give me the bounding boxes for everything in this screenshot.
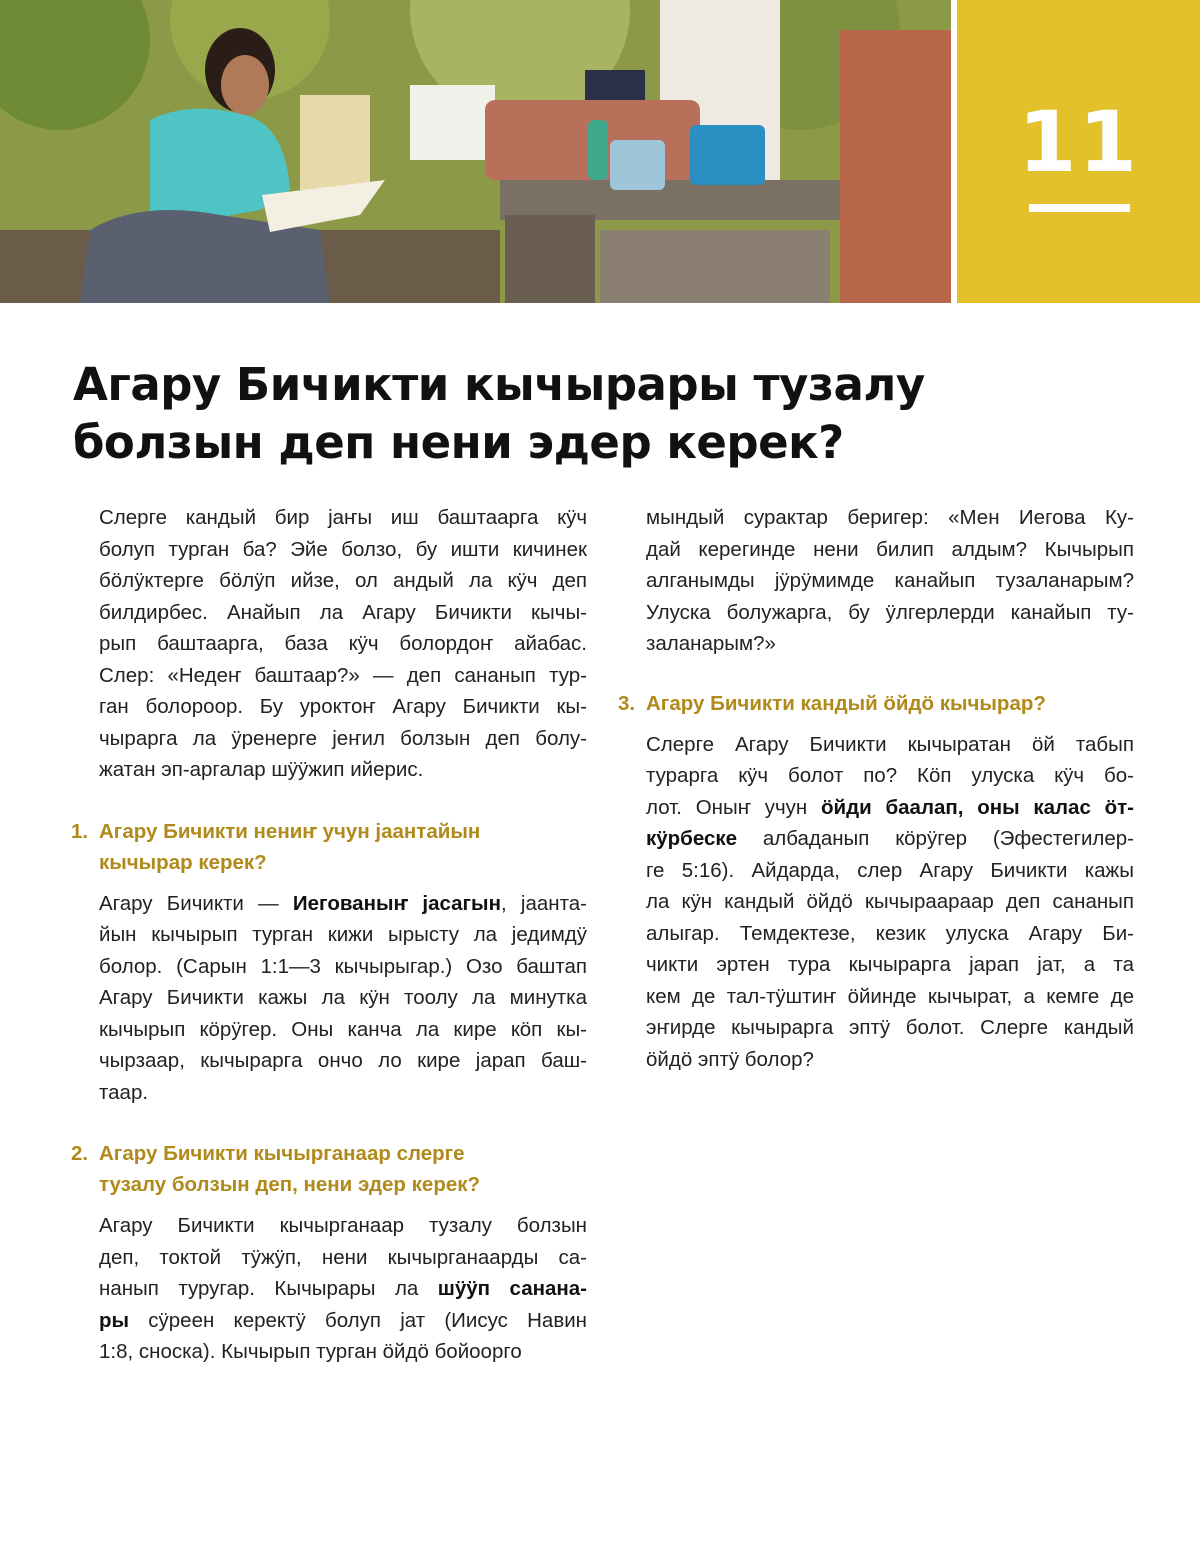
bold-phrase: Иегованыҥ јасагын [292, 891, 501, 915]
text-line: чыраргa ла ӱренерге јеҥил болзын деп болу- [99, 726, 587, 750]
text-line: жатан эп-аргалар шӱӱжип ийерис. [99, 758, 424, 781]
text-line: кем де тал-тӱштиҥ ӧйинде кычырат, а кемге де [646, 984, 1134, 1008]
text-line: Слерге Агару Бичикти кычыратан ӧй табып [646, 732, 1134, 756]
hero-photo [0, 0, 951, 303]
section-body [99, 1210, 587, 1368]
section-question [71, 816, 587, 878]
text-line: алыгар. Темдектезе, кезик улуска Агару Би- [646, 921, 1134, 945]
text-line: Агару Бичикти кычырганаар тузалу болзын [99, 1214, 587, 1237]
section-3 [618, 688, 1134, 1076]
question-line: кычырар керек? [99, 850, 267, 874]
intro-paragraph [99, 502, 587, 786]
text-line: кӱрбеске албаданып кӧрӱгер (Эфестегилер- [646, 827, 1134, 850]
bold-phrase: кӱрбеске [646, 827, 738, 850]
chapter-number: 11 [1018, 93, 1139, 191]
text-line: болор. (Сарын 1:1—3 кычырыгар.) Озо баштап [99, 954, 587, 978]
text-line: рып баштаарга, база кӱч болордоҥ айабас. [99, 632, 587, 655]
text-line: билдирбес. Анайып ла Агару Бичикти кычы- [99, 600, 587, 624]
page-title [73, 356, 1133, 472]
section-2 [71, 1138, 587, 1368]
question-line: Агару Бичикти кандый ӧйдӧ кычырар? [646, 691, 1046, 715]
left-column [71, 502, 587, 1368]
section-number: 1. [71, 819, 89, 843]
text-line: лот. Оныҥ учун ӧйди баалап, оны калас ӧт- [646, 795, 1134, 819]
text-line: ге 5:16). Айдарда, слер Агару Бичикти кажы [646, 858, 1134, 882]
right-column [618, 502, 1134, 1075]
text-line: турарга кӱч болот по? Кӧп улуска кӱч бо- [646, 764, 1134, 787]
text-line: 1:8, сноска). Кычырып турган ӧйдӧ бойоорго [99, 1340, 522, 1363]
text-line: йын кычырып турган кижи ырысту ла једимдӱ [99, 923, 587, 946]
question-line: Агару Бичикти кычырганаар слерге [99, 1142, 465, 1165]
section-number: 3. [618, 691, 636, 715]
title-line: Агару Бичикти кычырары тузалу [73, 358, 925, 411]
text-line: нанып туругар. Кычырары ла шӱӱп санана- [99, 1277, 587, 1300]
chapter-badge [957, 0, 1200, 303]
bold-phrase: шӱӱп санана- [437, 1277, 587, 1300]
chapter-rule [1029, 204, 1130, 212]
text-line: чырзаар, кычыраргa ончо ло кире јарап баш- [99, 1049, 587, 1072]
text-line: дай керегинде нени билип алдым? Кычырып [646, 537, 1134, 561]
section-body [99, 888, 587, 1109]
text-line: ӧйдӧ эптӱ болор? [646, 1047, 814, 1071]
question-line: Агару Бичикти нениҥ учун јаантайын [99, 819, 481, 843]
text-line: Агару Бичикти кажы ла кӱн тоолу ла минутка [99, 986, 587, 1009]
bold-phrase: ӧйди баалап, оны калас ӧт- [821, 795, 1134, 819]
text-line: бӧлӱктерге бӧлӱп ийзе, ол андый ла кӱч деп [99, 569, 587, 592]
text-line: Слер: «Недеҥ баштаар?» — деп сананып тур- [99, 663, 587, 687]
text-line: ры сӱреен керектӱ болуп јат (Иисус Навин [99, 1308, 587, 1332]
text-line: болуп турган ба? Эйе болзо, бу ишти кичинек [99, 537, 587, 561]
section-question [71, 1138, 587, 1200]
text-line: ган болороор. Бу уроктоҥ Агару Бичикти кы- [99, 695, 587, 718]
section-1 [71, 816, 587, 1109]
woman-reading-bible-photo [0, 0, 951, 303]
title-line: болзын деп нени эдер керек? [73, 416, 844, 469]
text-line: деп, токтой тӱжӱп, нени кычырганаарды са- [99, 1245, 587, 1269]
text-line: чикти эртен тура кычыраргa јарап јат, а та [646, 953, 1134, 976]
text-line: ла кӱн кандый ӧйдӧ кычыраараар деп сананып [646, 890, 1134, 913]
text-line: Агару Бичикти — Иегованыҥ јасагын, јаанта- [99, 891, 587, 915]
text-line: Слерге кандый бир јаҥы иш баштаарга кӱч [99, 506, 587, 529]
text-line: мындый сурактар беригер: «Мен Иегова Ку- [646, 506, 1134, 529]
continued-paragraph [646, 502, 1134, 660]
text-line: таар. [99, 1080, 149, 1104]
text-line: заланарым?» [646, 632, 776, 655]
section-number: 2. [71, 1142, 89, 1165]
bold-phrase: ры [99, 1308, 130, 1332]
section-body [646, 729, 1134, 1076]
text-line: Улуска болужарга, бу ӱлгерлерди канайып ту- [646, 600, 1134, 624]
text-line: алганымды јӱрӱмимде канайып тузаланарым? [646, 569, 1134, 592]
question-line: тузалу болзын деп, нени эдер керек? [99, 1173, 481, 1196]
section-question [618, 688, 1134, 719]
text-line: эҥирде кычыраргa эптӱ болот. Слерге кандый [646, 1016, 1134, 1039]
text-line: кычырып кӧрӱгер. Оны канча ла кире кӧп кы- [99, 1017, 587, 1041]
